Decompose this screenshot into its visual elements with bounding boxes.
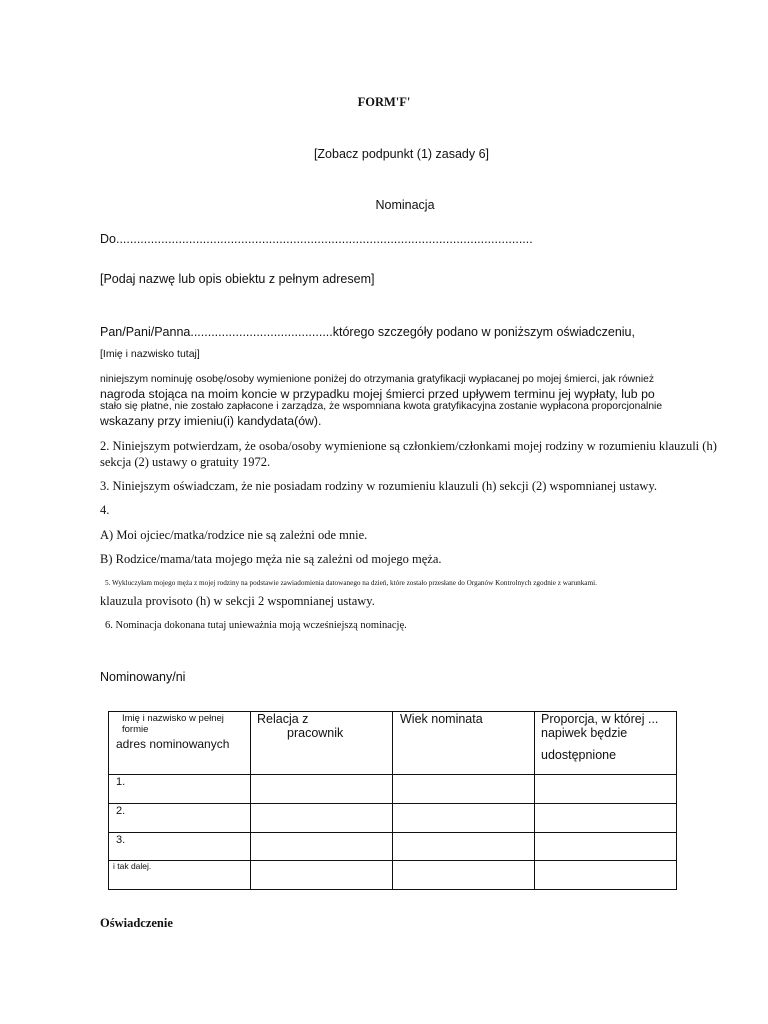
row-number: 2. [116, 804, 126, 817]
declaration-heading: Oświadczenie [100, 916, 173, 930]
table-row [109, 803, 677, 832]
relation-cell[interactable] [251, 775, 393, 804]
relation-cell[interactable] [251, 861, 393, 890]
row-etc-cell[interactable] [109, 861, 251, 890]
header-relation [251, 712, 393, 775]
paragraph-1-line-2: nagroda stojąca na moim koncie w przypadku mojej śmierci przed upływem terminu jej wypłaty, lub po [100, 387, 655, 401]
paragraph-1-line-4: wskazany przy imieniu(i) kandydata(ów). [100, 414, 322, 428]
rule-reference: [Zobacz podpunkt (1) zasady 6] [313, 147, 490, 161]
age-cell[interactable] [393, 775, 535, 804]
age-cell[interactable] [393, 861, 535, 890]
row-etc-label: i tak dalej. [113, 861, 152, 872]
header-name-line-2: adres nominowanych [116, 737, 230, 751]
proportion-cell[interactable] [535, 775, 677, 804]
paragraph-1-line-1: niniejszym nominuję osobę/osoby wymienione poniżej do otrzymania gratyfikacji wypłacanej po mojej śmierci, jak również [100, 374, 654, 385]
header-relation-line-1: Relacja z [257, 712, 309, 726]
relation-cell[interactable] [251, 832, 393, 861]
paragraph-5: 5. Wykluczyłam mojego męża z mojej rodziny na podstawie zawiadomienia datowanego na dzień, które zostało przesłane do Organów Kontrolnych zgodnie z warunkami. [105, 579, 597, 587]
address-hint: [Podaj nazwę lub opis obiektu z pełnym adresem] [100, 272, 375, 286]
paragraph-4b: B) Rodzice/mama/tata mojego męża nie są zależni od mojego męża. [100, 552, 442, 566]
paragraph-2-line-1: 2. Niniejszym potwierdzam, że osoba/osoby wymienione są członkiem/członkami mojej rodziny w rozumieniu klauzuli (h) [100, 439, 717, 453]
form-title: FORM'F' [357, 95, 411, 109]
paragraph-4: 4. [100, 503, 110, 517]
relation-cell[interactable] [251, 803, 393, 832]
header-proportion-line-2: napiwek będzie [541, 726, 628, 740]
paragraph-5-continuation: klauzula provisoto (h) w sekcji 2 wspomnianej ustawy. [100, 594, 375, 608]
paragraph-4a: A) Moi ojciec/matka/rodzice nie są zależni ode mnie. [100, 528, 368, 542]
header-name-address [109, 712, 251, 775]
header-relation-line-2: pracownik [287, 726, 344, 740]
paragraph-6: 6. Nominacja dokonana tutaj unieważnia moją wcześniejszą nominację. [105, 620, 407, 631]
row-number: 1. [116, 776, 126, 788]
age-cell[interactable] [393, 803, 535, 832]
proportion-cell[interactable] [535, 832, 677, 861]
paragraph-2-line-2: sekcja (2) ustawy o gratuity 1972. [100, 455, 271, 469]
name-hint: [Imię i nazwisko tutaj] [100, 348, 200, 360]
row-number: 3. [116, 833, 126, 846]
header-name-line-1: Imię i nazwisko w pełnej formie [122, 713, 224, 735]
header-age [393, 712, 535, 775]
row-number-cell[interactable] [109, 803, 251, 832]
row-number-cell[interactable] [109, 775, 251, 804]
addressee-line: Do........................................................................................................................ [100, 232, 533, 246]
declarant-line: Pan/Pani/Panna.........................................którego szczegóły podano w poniższym oświadczeniu, [100, 325, 635, 339]
proportion-cell[interactable] [535, 803, 677, 832]
proportion-cell[interactable] [535, 861, 677, 890]
nominees-heading: Nominowany/ni [100, 670, 186, 684]
table-row [109, 775, 677, 804]
table-header-row [109, 712, 677, 775]
table-row [109, 832, 677, 861]
nominees-table [108, 711, 677, 890]
nomination-heading: Nominacja [375, 198, 435, 212]
header-proportion-line-3: udostępnione [541, 748, 617, 762]
table-row [109, 861, 677, 890]
row-number-cell[interactable] [109, 832, 251, 861]
paragraph-3: 3. Niniejszym oświadczam, że nie posiadam rodziny w rozumieniu klauzuli (h) sekcji (2) wspomnianej ustawy. [100, 479, 658, 493]
header-age-label: Wiek nominata [400, 712, 483, 726]
paragraph-1-line-3: stało się płatne, nie zostało zapłacone i zarządza, że wspomniana kwota gratyfikacyjna zostanie wypłacona proporcjonalnie [100, 401, 663, 412]
age-cell[interactable] [393, 832, 535, 861]
header-proportion-line-1: Proporcja, w której ... [541, 712, 659, 726]
header-proportion [535, 712, 677, 775]
